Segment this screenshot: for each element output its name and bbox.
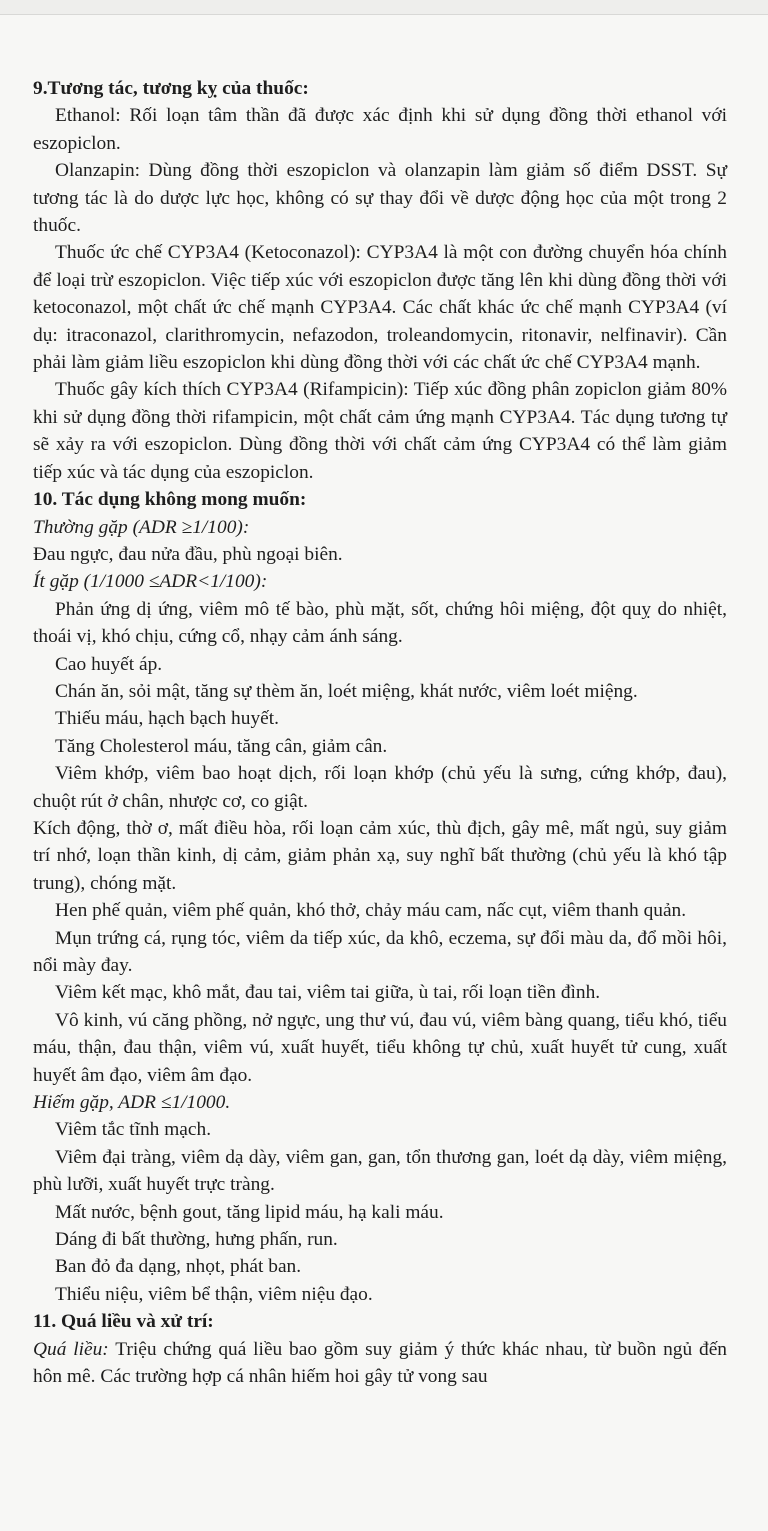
section-9-heading: 9.Tương tác, tương kỵ của thuốc: <box>33 78 309 99</box>
document-page <box>0 14 768 1531</box>
uncommon-item: Mụn trứng cá, rụng tóc, viêm da tiếp xúc, da khô, eczema, sự đổi màu da, đổ mồi hôi, nổi mày đay. <box>33 927 727 976</box>
common-effects: Đau ngực, đau nửa đầu, phù ngoại biên. <box>33 543 343 565</box>
rare-item: Thiểu niệu, viêm bể thận, viêm niệu đạo. <box>55 1283 373 1305</box>
rare-item: Viêm đại tràng, viêm dạ dày, viêm gan, gan, tổn thương gan, loét dạ dày, viêm miệng, phù lưỡi, xuất huyết trực tràng. <box>33 1146 727 1196</box>
section-10-heading: 10. Tác dụng không mong muốn: <box>33 489 307 511</box>
uncommon-item: Viêm kết mạc, khô mắt, đau tai, viêm tai giữa, ù tai, rối loạn tiền đình. <box>55 982 601 1004</box>
rare-item: Viêm tắc tĩnh mạch. <box>55 1119 212 1141</box>
uncommon-item: Phản ứng dị ứng, viêm mô tế bào, phù mặt, sốt, chứng hôi miệng, đột quỵ do nhiệt, thoái vị, khó chịu, cứng cổ, nhạy cảm ánh sáng. <box>33 598 727 648</box>
uncommon-frequency-label: Ít gặp (1/1000 ≤ADR<1/100): <box>33 571 268 593</box>
rare-item: Ban đỏ đa dạng, nhọt, phát ban. <box>55 1256 302 1278</box>
overdose-paragraph <box>33 1336 727 1391</box>
paragraph-cyp3a4-inducer: Thuốc gây kích thích CYP3A4 (Rifampicin): Tiếp xúc đồng phân zopiclon giảm 80% khi sử dụng đồng thời rifampicin, một chất cảm ứng mạnh CYP3A4. Tác dụng tương tự sẽ xảy ra với eszopiclon. Dùng đồng thời với chất cảm ứng CYP3A4 có thể làm giảm tiếp xúc và tác dụng của eszopiclon. <box>33 379 727 483</box>
uncommon-item: Cao huyết áp. <box>55 653 163 675</box>
uncommon-item: Hen phế quản, viêm phế quản, khó thở, chảy máu cam, nấc cụt, viêm thanh quản. <box>55 900 687 922</box>
uncommon-item: Viêm khớp, viêm bao hoạt dịch, rối loạn khớp (chủ yếu là sưng, cứng khớp, đau), chuột rút ở chân, nhược cơ, co giật. <box>33 763 727 812</box>
paragraph-ethanol: Ethanol: Rối loạn tâm thần đã được xác định khi sử dụng đồng thời ethanol với eszopiclon. <box>33 105 727 154</box>
rare-frequency-label: Hiếm gặp, ADR ≤1/1000. <box>33 1092 231 1114</box>
common-frequency-label: Thường gặp (ADR ≥1/100): <box>33 516 250 538</box>
paragraph-cyp3a4-inhibitor: Thuốc ức chế CYP3A4 (Ketoconazol): CYP3A4 là một con đường chuyển hóa chính để loại trừ eszopiclon. Việc tiếp xúc với eszopiclon được tăng lên khi dùng đồng thời với ketoconazol, một chất ức chế mạnh CYP3A4. Các chất khác ức chế mạnh CYP3A4 (ví dụ: itraconazol, clarithromycin, nefazodon, troleandomycin, ritonavir, nelfinavir). Cần phải làm giảm liều eszopiclon khi dùng đồng thời với các chất ức chế CYP3A4 mạnh. <box>33 242 727 374</box>
paragraph-olanzapin: Olanzapin: Dùng đồng thời eszopiclon và olanzapin làm giảm số điểm DSST. Sự tương tác là do dược lực học, không có sự thay đổi về dược động học của một trong 2 thuốc. <box>33 160 727 237</box>
uncommon-item-neuro: Kích động, thờ ơ, mất điều hòa, rối loạn cảm xúc, thù địch, gây mê, mất ngủ, suy giảm trí nhớ, loạn thần kinh, dị cảm, giảm phản xạ, suy nghĩ bất thường (chủ yếu là khó tập trung), chóng mặt. <box>33 817 727 894</box>
rare-item: Mất nước, bệnh gout, tăng lipid máu, hạ kali máu. <box>55 1201 444 1223</box>
uncommon-item: Chán ăn, sỏi mật, tăng sự thèm ăn, loét miệng, khát nước, viêm loét miệng. <box>55 680 638 702</box>
uncommon-item: Tăng Cholesterol máu, tăng cân, giảm cân. <box>55 735 388 757</box>
section-11-heading: 11. Quá liều và xử trí: <box>33 1311 214 1333</box>
overdose-text: Triệu chứng quá liều bao gồm suy giảm ý thức khác nhau, từ buồn ngủ đến hôn mê. Các trường hợp cá nhân hiếm hoi gây tử vong sau <box>33 1338 727 1388</box>
overdose-label: Quá liều: <box>33 1338 109 1360</box>
document-body <box>33 75 727 1391</box>
uncommon-item: Thiếu máu, hạch bạch huyết. <box>55 708 279 730</box>
uncommon-item: Vô kinh, vú căng phồng, nở ngực, ung thư vú, đau vú, viêm bàng quang, tiểu khó, tiểu máu, thận, đau thận, viêm vú, xuất huyết, tiểu không tự chủ, xuất huyết tử cung, xuất huyết âm đạo, viêm âm đạo. <box>33 1009 727 1086</box>
rare-item: Dáng đi bất thường, hưng phấn, run. <box>55 1229 338 1251</box>
